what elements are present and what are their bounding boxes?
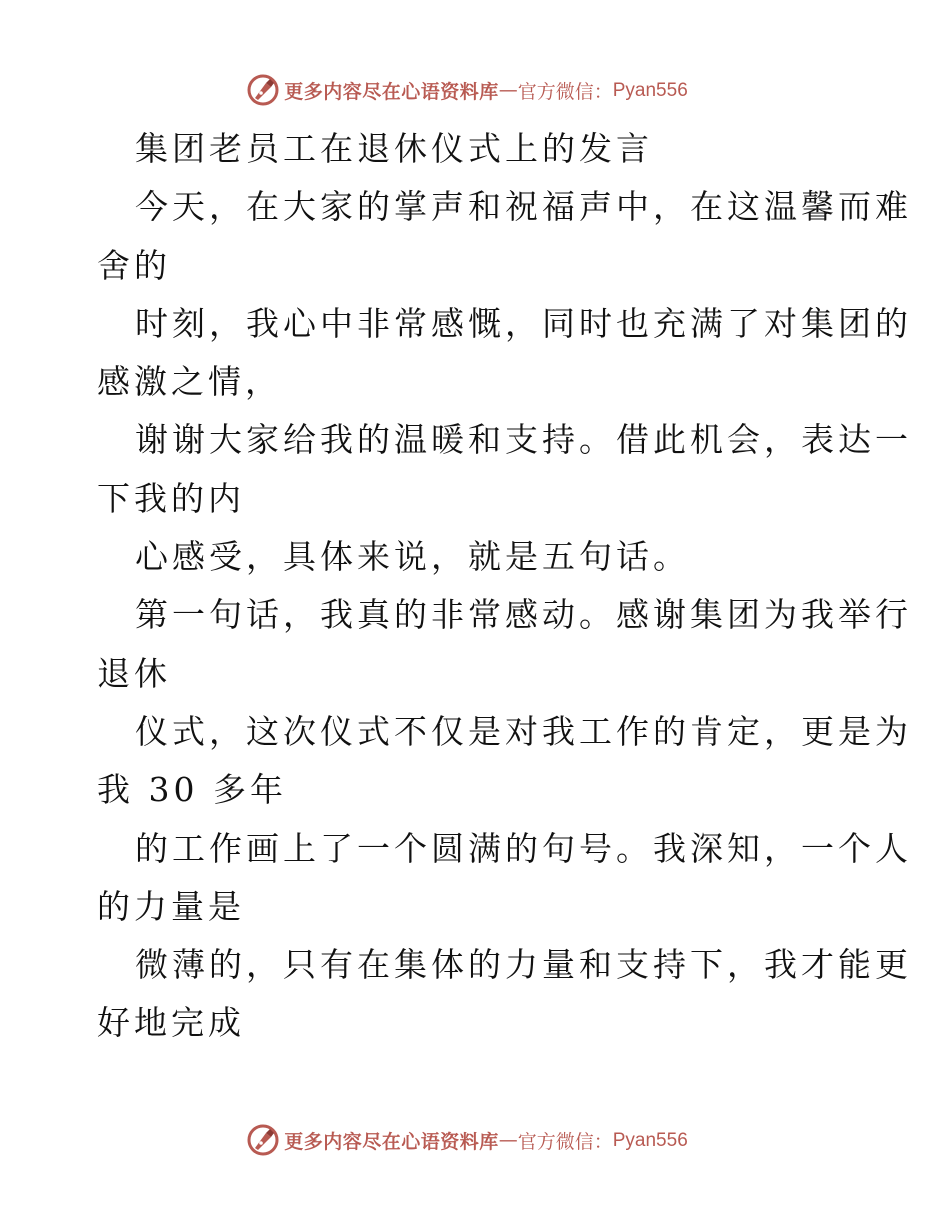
text-line: 的力量是 (97, 886, 245, 926)
footer-banner (0, 1120, 950, 1160)
text-line: 谢谢大家给我的温暖和支持。借此机会，表达一 (135, 420, 912, 460)
text-line: 时刻，我心中非常感慨，同时也充满了对集团的 (135, 303, 912, 343)
text-line: 第一句话，我真的非常感动。感谢集团为我举行 (135, 595, 912, 635)
pen-nib-logo-icon (246, 73, 280, 107)
pen-nib-logo-icon (246, 1123, 280, 1157)
header-banner (0, 70, 950, 110)
footer-banner-content (246, 1123, 688, 1157)
text-line: 今天，在大家的掌声和祝福声中，在这温馨而难 (135, 187, 912, 227)
text-line: 好地完成 (97, 1003, 245, 1043)
text-line: 下我的内 (97, 478, 245, 518)
banner-separator: — (498, 79, 518, 101)
document-title: 集团老员工在退休仪式上的发言 (135, 129, 653, 168)
text-line: 微薄的，只有在集体的力量和支持下，我才能更 (135, 945, 912, 985)
text-line: 感激之情， (97, 362, 282, 402)
banner-separator: — (498, 1129, 518, 1151)
contact-prefix: 官方微信： (517, 80, 613, 103)
document-body (97, 120, 912, 1053)
header-banner-content (246, 73, 688, 107)
text-line: 舍的 (97, 245, 171, 285)
text-line: 退休 (97, 653, 171, 693)
brand-text: 更多内容尽在心语资料库 (284, 1130, 499, 1153)
text-line: 仪式，这次仪式不仅是对我工作的肯定，更是为 (135, 711, 912, 751)
contact-prefix: 官方微信： (517, 1130, 613, 1153)
text-line: 心感受，具体来说，就是五句话。 (135, 537, 690, 577)
wechat-id: Pyan556 (612, 79, 688, 101)
text-line: 的工作画上了一个圆满的句号。我深知，一个人 (135, 828, 912, 868)
text-line: 我 30 多年 (97, 770, 287, 810)
wechat-id: Pyan556 (612, 1129, 688, 1151)
brand-text: 更多内容尽在心语资料库 (284, 80, 499, 103)
